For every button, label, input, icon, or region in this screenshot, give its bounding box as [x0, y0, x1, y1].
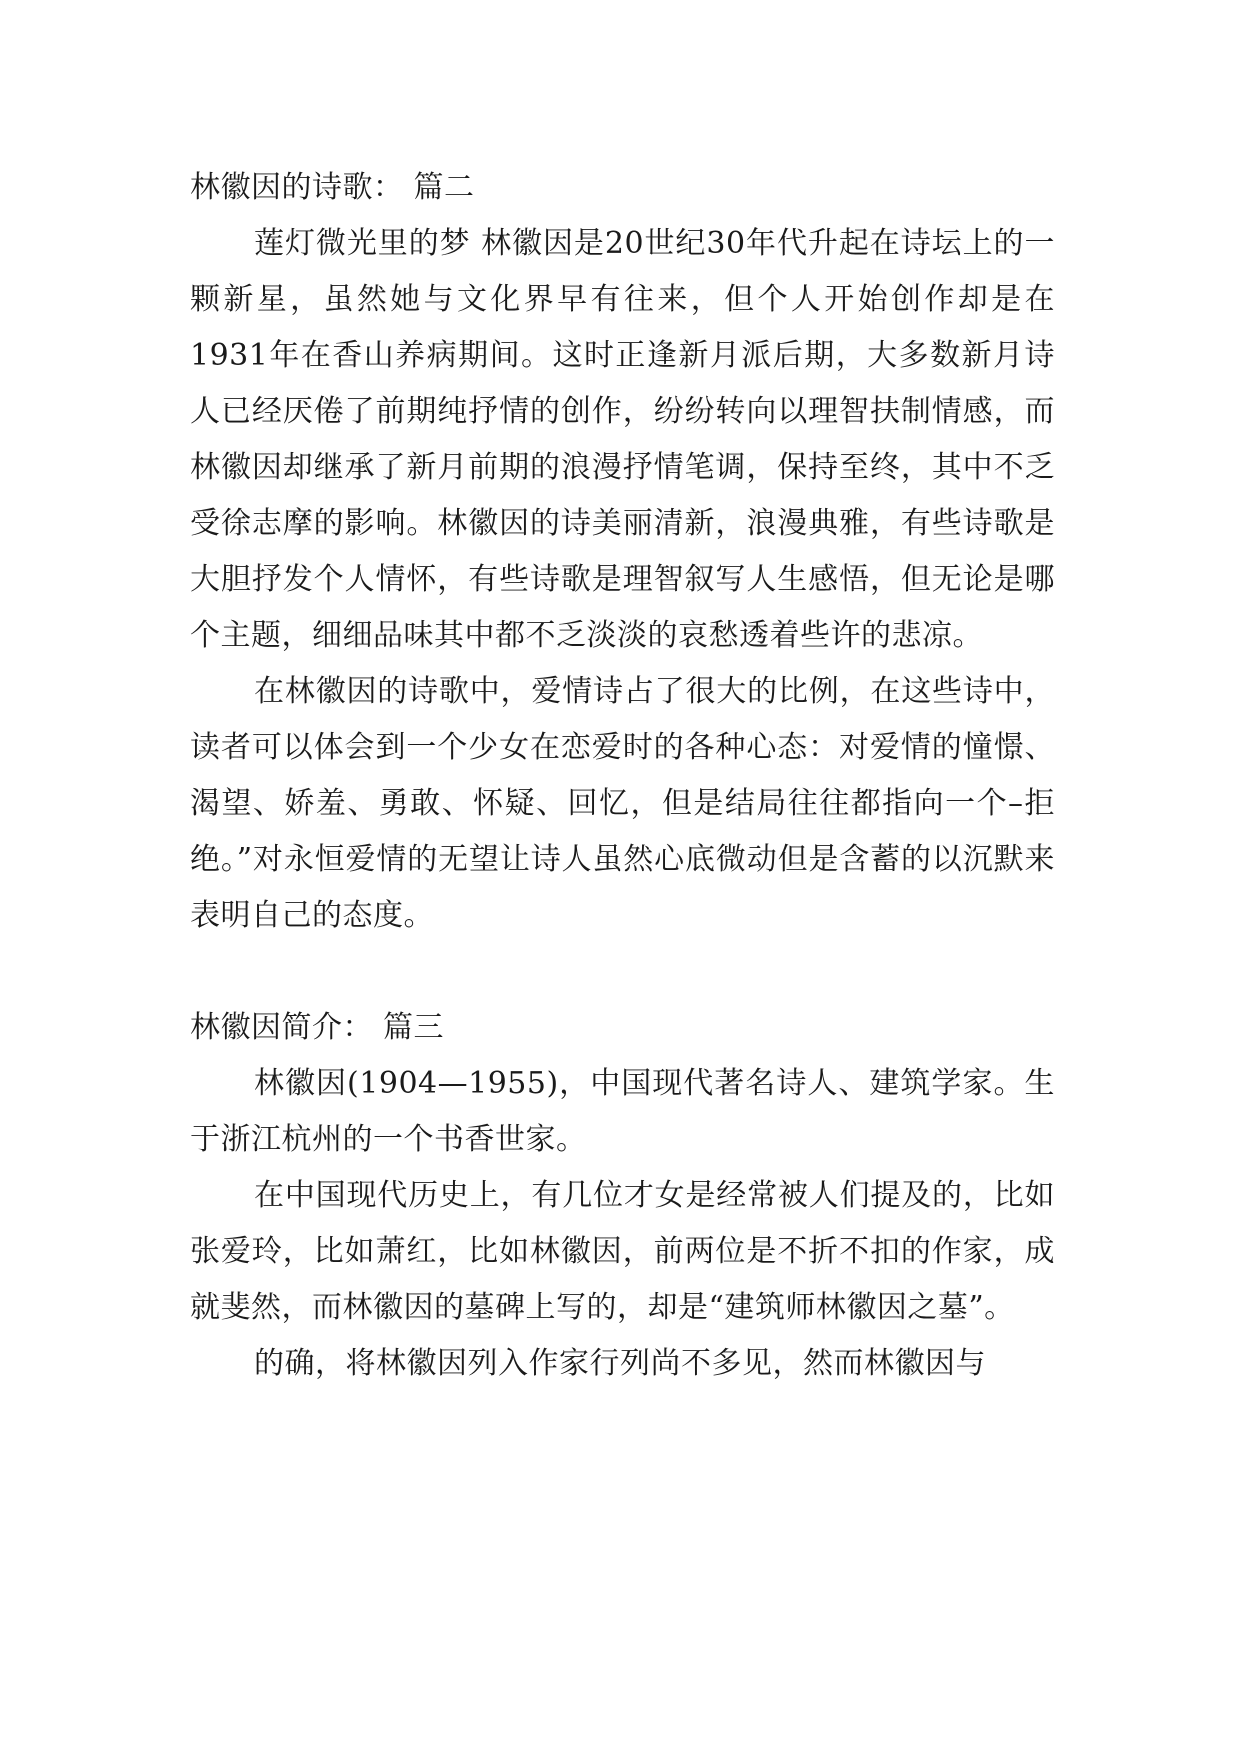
section-heading-2: 林徽因的诗歌： 篇二 [190, 170, 475, 205]
paragraph: 莲灯微光里的梦 林徽因是20世纪30年代升起在诗坛上的一颗新星，虽然她与文化界早有往来，但个人开始创作却是在1931年在香山养病期间。这时正逢新月派后期，大多数新月诗人已经厌倦了前期纯抒情的创作，纷纷转向以理智扶制情感，而林徽因却继承了新月前期的浪漫抒情笔调，保持至终，其中不乏受徐志摩的影响。林徽因的诗美丽清新，浪漫典雅，有些诗歌是大胆抒发个人情怀，有些诗歌是理智叙写人生感悟，但无论是哪个主题，细细品味其中都不乏淡淡的哀愁透着些许的悲凉。 [190, 226, 1055, 653]
paragraph: 的确，将林徽因列入作家行列尚不多见，然而林徽因与 [254, 1346, 986, 1381]
section-heading-3: 林徽因简介： 篇三 [190, 1010, 445, 1045]
section-spacer [190, 944, 1055, 1000]
paragraph: 在中国现代历史上，有几位才女是经常被人们提及的，比如张爱玲，比如萧红，比如林徽因，前两位是不折不扣的作家，成就斐然，而林徽因的墓碑上写的，却是“建筑师林徽因之墓”。 [190, 1178, 1055, 1325]
paragraph: 林徽因(1904—1955)，中国现代著名诗人、建筑学家。生于浙江杭州的一个书香世家。 [190, 1066, 1055, 1157]
document-body [190, 160, 1055, 1392]
paragraph: 在林徽因的诗歌中，爱情诗占了很大的比例，在这些诗中，读者可以体会到一个少女在恋爱时的各种心态：对爱情的憧憬、渴望、娇羞、勇敢、怀疑、回忆，但是结局往往都指向一个–拒绝。”对永恒爱情的无望让诗人虽然心底微动但是含蓄的以沉默来表明自己的态度。 [190, 674, 1055, 933]
